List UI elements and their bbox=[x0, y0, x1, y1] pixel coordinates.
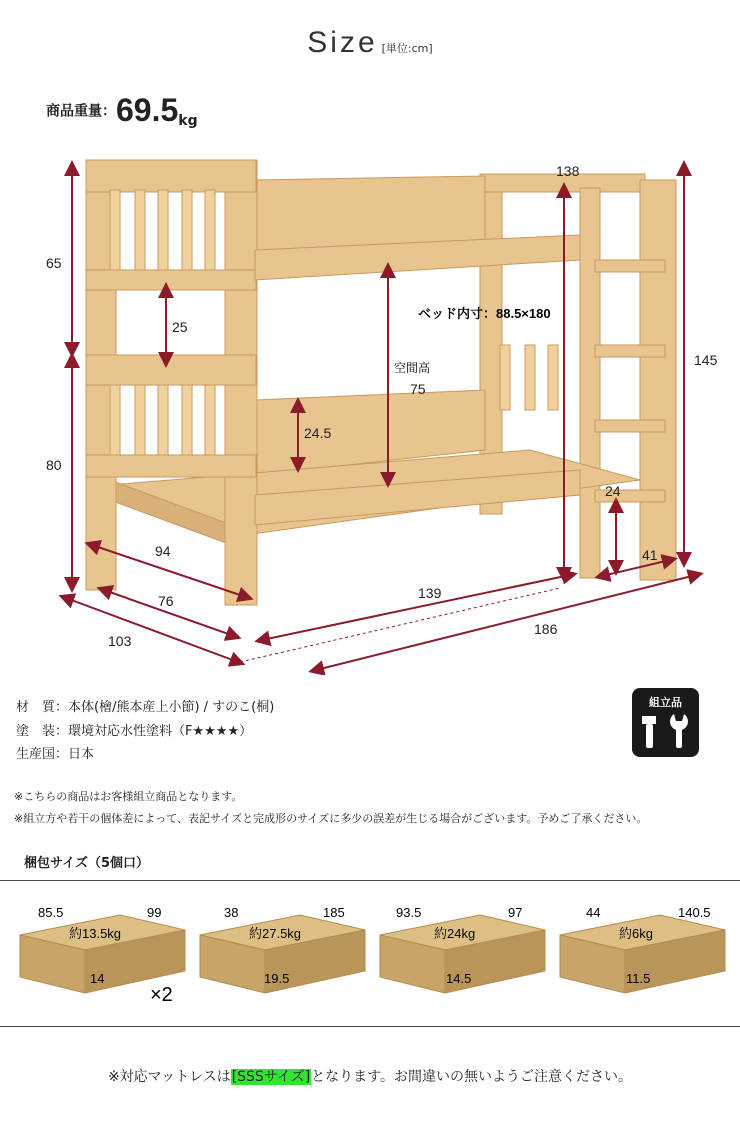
pkg-qty: ×2 bbox=[150, 984, 173, 1006]
spec-value: 環境対応水性塗料（F★★★★） bbox=[68, 724, 253, 739]
package-box bbox=[20, 905, 185, 1006]
pkg-h: 14.5 bbox=[446, 971, 472, 986]
dim-ladder-depth: 41 bbox=[642, 547, 658, 563]
title-text: Size bbox=[307, 26, 378, 59]
dim-l186: 186 bbox=[534, 621, 558, 637]
weight-value: 69.5 bbox=[116, 92, 179, 128]
pkg-weight: 約24kg bbox=[434, 926, 476, 941]
spec-row bbox=[16, 743, 94, 762]
dim-space-value: 75 bbox=[410, 381, 426, 397]
mattress-size-highlight: [SSSサイズ] bbox=[231, 1069, 311, 1085]
pkg-weight: 約27.5kg bbox=[249, 926, 302, 941]
mattress-note bbox=[0, 1066, 740, 1086]
package-box bbox=[560, 905, 725, 993]
divider bbox=[0, 880, 740, 881]
dim-ladder-top: 138 bbox=[556, 163, 580, 179]
pkg-b: 97 bbox=[508, 905, 523, 920]
pkg-weight: 約13.5kg bbox=[69, 926, 122, 941]
badge-label: 組立品 bbox=[649, 696, 682, 709]
weight-label: 商品重量： bbox=[46, 103, 116, 120]
dim-h-upper: 65 bbox=[46, 255, 62, 271]
dim-inner: ベッド内寸：88.5×180 bbox=[418, 306, 551, 321]
dim-w94: 94 bbox=[155, 543, 171, 559]
spec-value: 本体(檜/熊本産上小節) / すのこ(桐) bbox=[68, 700, 275, 715]
note-line: ※組立方や若干の個体差によって、表記サイズと完成形のサイズに多少の誤差が生じる場合がございます。予めご了承ください。 bbox=[14, 812, 648, 825]
dim-guard-lower: 24.5 bbox=[304, 425, 332, 441]
pkg-weight: 約6kg bbox=[619, 926, 653, 941]
dim-step: 24 bbox=[605, 483, 621, 499]
bed-diagram bbox=[0, 150, 740, 675]
pkg-b: 99 bbox=[147, 905, 162, 920]
pkg-h: 14 bbox=[90, 971, 105, 986]
spec-row bbox=[16, 696, 274, 715]
unit-label: [単位:cm] bbox=[381, 42, 433, 55]
dim-w76: 76 bbox=[158, 593, 174, 609]
pkg-a: 85.5 bbox=[38, 905, 64, 920]
mattress-pre: ※対応マットレスは bbox=[107, 1069, 231, 1085]
spec-label: 生産国： bbox=[16, 747, 69, 762]
dim-total-h: 145 bbox=[694, 352, 718, 368]
bed-illustration bbox=[86, 160, 676, 605]
spec-value: 日本 bbox=[68, 747, 95, 762]
pkg-h: 19.5 bbox=[264, 971, 290, 986]
dim-space-label: 空間高 bbox=[394, 361, 431, 375]
package-title: 梱包サイズ（5個口） bbox=[24, 856, 150, 871]
package-box bbox=[200, 905, 365, 993]
mattress-post: となります。お間違いの無いようご注意ください。 bbox=[311, 1069, 633, 1085]
pkg-a: 93.5 bbox=[396, 905, 422, 920]
pkg-h: 11.5 bbox=[626, 971, 651, 986]
dim-w103: 103 bbox=[108, 633, 132, 649]
pkg-a: 38 bbox=[224, 905, 239, 920]
weight-unit: kg bbox=[178, 113, 198, 129]
divider bbox=[0, 1026, 740, 1027]
package-box bbox=[380, 905, 545, 993]
dim-guard-upper: 25 bbox=[172, 319, 188, 335]
note-line: ※こちらの商品はお客様組立商品となります。 bbox=[14, 790, 243, 803]
spec-label: 材 質： bbox=[16, 700, 69, 715]
pkg-b: 185 bbox=[323, 905, 345, 920]
page-title bbox=[0, 26, 740, 60]
spec-row bbox=[16, 720, 252, 739]
dim-h-lower: 80 bbox=[46, 457, 62, 473]
package-diagram bbox=[0, 895, 740, 1015]
pkg-a: 44 bbox=[586, 905, 601, 920]
dim-l139: 139 bbox=[418, 585, 442, 601]
product-weight bbox=[46, 92, 198, 129]
spec-label: 塗 装： bbox=[16, 724, 69, 739]
pkg-b: 140.5 bbox=[678, 905, 711, 920]
